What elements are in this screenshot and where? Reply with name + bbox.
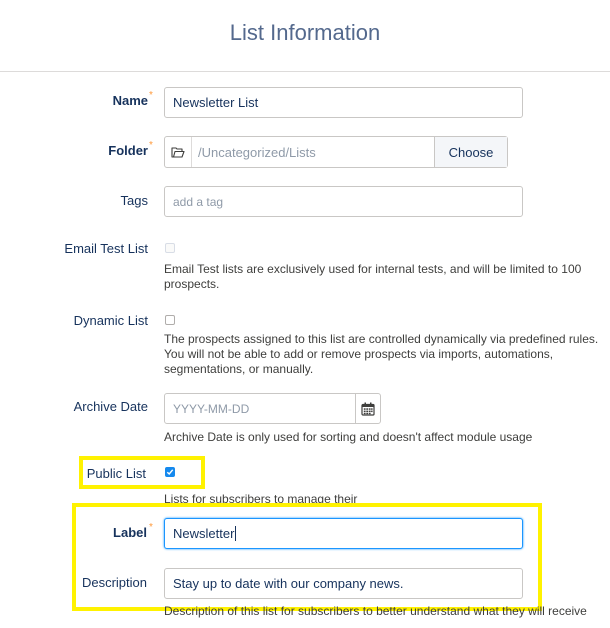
label-input-value: Newsletter bbox=[173, 526, 235, 541]
email-test-list-help: Email Test lists are exclusively used for internal tests, and will be limited to 100 prospects. bbox=[164, 262, 582, 291]
tags-input[interactable]: add a tag bbox=[164, 186, 523, 217]
email-test-list-checkbox[interactable] bbox=[165, 243, 175, 253]
folder-picker bbox=[164, 136, 508, 168]
public-list-help: Lists for subscribers to manage their bbox=[164, 492, 358, 506]
text-cursor bbox=[235, 526, 236, 541]
tags-label: Tags bbox=[120, 193, 148, 208]
folder-path-field[interactable]: /Uncategorized/Lists bbox=[198, 144, 316, 160]
name-required-mark: * bbox=[149, 90, 153, 101]
description-help: Description of this list for subscribers to better understand what they will receive bbox=[164, 604, 587, 618]
label-field-label: Label bbox=[113, 525, 147, 540]
folder-required-mark: * bbox=[149, 140, 153, 151]
calendar-icon[interactable] bbox=[355, 394, 380, 423]
archive-date-picker bbox=[164, 393, 381, 424]
label-required-mark: * bbox=[149, 522, 153, 533]
header-divider bbox=[0, 71, 610, 72]
folder-label: Folder bbox=[108, 143, 148, 158]
label-input[interactable] bbox=[164, 518, 523, 549]
choose-folder-button[interactable]: Choose bbox=[434, 137, 507, 167]
dynamic-list-help: The prospects assigned to this list are controlled dynamically via predefined rules. You will not be able to add or remove prospects via imports, automations, segmentations, or manually. bbox=[164, 332, 599, 376]
archive-date-label: Archive Date bbox=[73, 399, 148, 414]
public-list-label: Public List bbox=[86, 466, 146, 481]
dynamic-list-label: Dynamic List bbox=[73, 313, 148, 328]
page-title: List Information bbox=[229, 20, 381, 45]
description-input[interactable]: Stay up to date with our company news. bbox=[164, 568, 523, 599]
email-test-list-label: Email Test List bbox=[64, 241, 148, 256]
name-label: Name bbox=[112, 93, 148, 108]
archive-date-input[interactable]: YYYY-MM-DD bbox=[173, 401, 250, 416]
dynamic-list-checkbox[interactable] bbox=[165, 315, 175, 325]
description-label: Description bbox=[81, 575, 147, 590]
folder-icon bbox=[165, 137, 192, 167]
name-input[interactable]: Newsletter List bbox=[164, 87, 523, 118]
archive-date-help: Archive Date is only used for sorting and doesn't affect module usage bbox=[164, 430, 533, 444]
public-list-checkbox[interactable] bbox=[165, 467, 175, 477]
